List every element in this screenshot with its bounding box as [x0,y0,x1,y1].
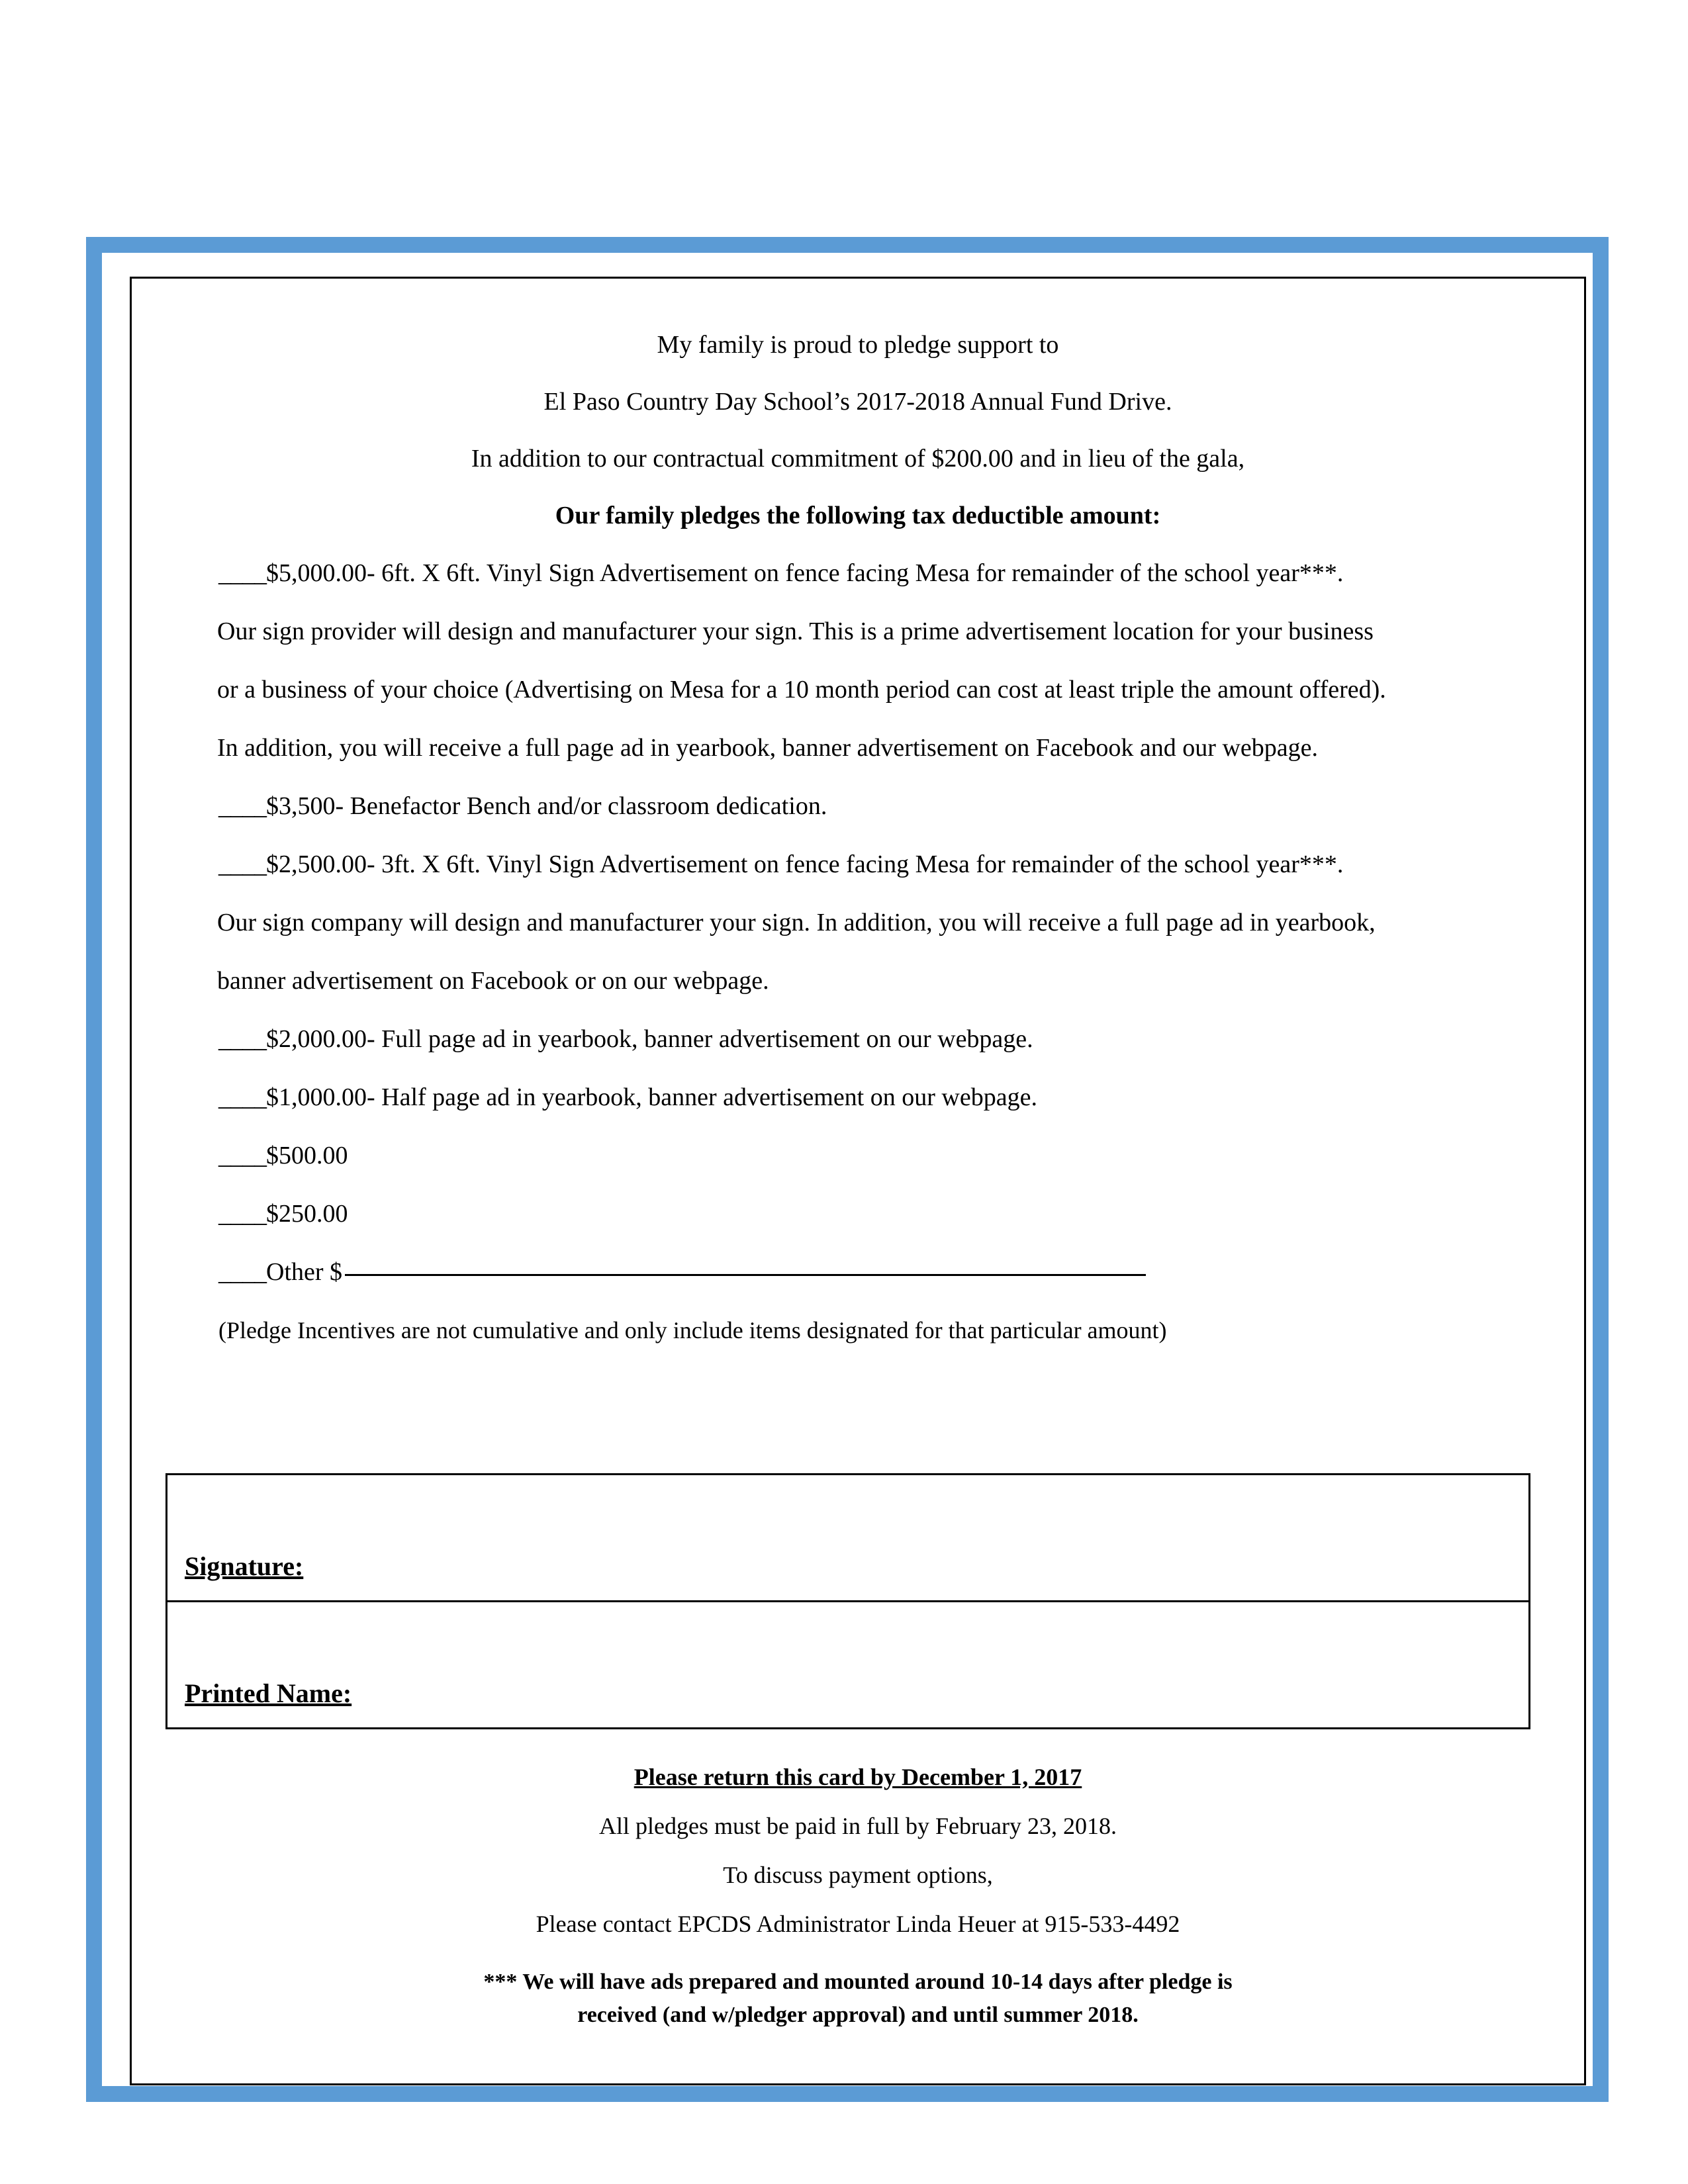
pledge-checkbox-blank[interactable]: ____ [218,792,266,820]
pledge-option-row[interactable] [176,835,1540,893]
pledge-checkbox-blank[interactable]: ____ [218,1083,266,1111]
pledge-checkbox-blank[interactable]: ____ [218,850,266,878]
pledge-checkbox-blank[interactable]: ____ [218,1200,266,1228]
pledge-detail-line: banner advertisement on Facebook or on our webpage. [217,967,769,995]
printed-name-row[interactable] [167,1602,1528,1729]
pledge-option-label: $1,000.00- Half page ad in yearbook, banner advertisement on our webpage. [266,1083,1037,1111]
asterisk-note-line-1: *** We will have ads prepared and mounted around 10-14 days after pledge is [483,1970,1233,1994]
pledge-card-document [130,277,1586,2085]
pledge-checkbox-blank[interactable]: ____ [218,1142,266,1169]
contact-info-text: Please contact EPCDS Administrator Linda Heuer at 915-533-4492 [536,1911,1180,1937]
pledge-option-label: $3,500- Benefactor Bench and/or classroom dedication. [266,792,827,820]
other-amount-input[interactable] [345,1274,1146,1276]
signature-table [165,1473,1530,1729]
paid-in-full-text: All pledges must be paid in full by February 23, 2018. [599,1813,1117,1839]
pledge-option-label: $2,500.00- 3ft. X 6ft. Vinyl Sign Advertisement on fence facing Mesa for remainder of the school year***. [266,850,1344,878]
pledge-option-label: $2,000.00- Full page ad in yearbook, banner advertisement on our webpage. [266,1025,1033,1053]
header-line-2: El Paso Country Day School’s 2017-2018 Annual Fund Drive. [543,388,1172,416]
pledge-checkbox-blank[interactable]: ____ [218,1025,266,1053]
pledge-option-other-row[interactable] [176,1243,1540,1301]
printed-name-label: Printed Name: [185,1678,352,1708]
header-line-1: My family is proud to pledge support to [657,331,1059,359]
pledge-option-label: $5,000.00- 6ft. X 6ft. Vinyl Sign Advertisement on fence facing Mesa for remainder of the school year***. [266,559,1344,587]
pledge-detail-line: In addition, you will receive a full page ad in yearbook, banner advertisement on Facebook and our webpage. [217,734,1318,762]
pledge-option-label: $500.00 [266,1142,348,1169]
asterisk-note-line-2: received (and w/pledger approval) and until summer 2018. [577,2003,1139,2027]
pledge-option-row[interactable] [176,1185,1540,1243]
pledge-option-label: $250.00 [266,1200,348,1228]
other-amount-label: Other $ [266,1258,343,1286]
pledge-option-row[interactable] [176,544,1540,602]
pledge-checkbox-blank[interactable]: ____ [218,1258,266,1286]
pledge-detail-line: or a business of your choice (Advertising on Mesa for a 10 month period can cost at least triple the amount offered). [217,676,1386,704]
pledge-detail-line: Our sign provider will design and manufacturer your sign. This is a prime advertisement location for your business [217,617,1374,645]
header-pledge-prompt: Our family pledges the following tax deductible amount: [555,502,1161,529]
pledge-option-row[interactable] [176,1126,1540,1185]
pledge-checkbox-blank[interactable]: ____ [218,559,266,587]
pledge-option-row[interactable] [176,1068,1540,1126]
return-deadline-text: Please return this card by December 1, 2017 [633,1764,1082,1790]
signature-row[interactable] [167,1475,1528,1602]
incentive-note: (Pledge Incentives are not cumulative and only include items designated for that particular amount) [218,1317,1167,1343]
pledge-detail-line: Our sign company will design and manufacturer your sign. In addition, you will receive a full page ad in yearbook, [217,909,1376,936]
signature-label: Signature: [185,1551,304,1581]
header-line-3: In addition to our contractual commitment of $200.00 and in lieu of the gala, [471,445,1245,473]
discuss-payment-text: To discuss payment options, [723,1862,993,1888]
pledge-option-row[interactable] [176,1010,1540,1068]
footer-block [130,1752,1586,2032]
pledge-option-row[interactable] [176,777,1540,835]
